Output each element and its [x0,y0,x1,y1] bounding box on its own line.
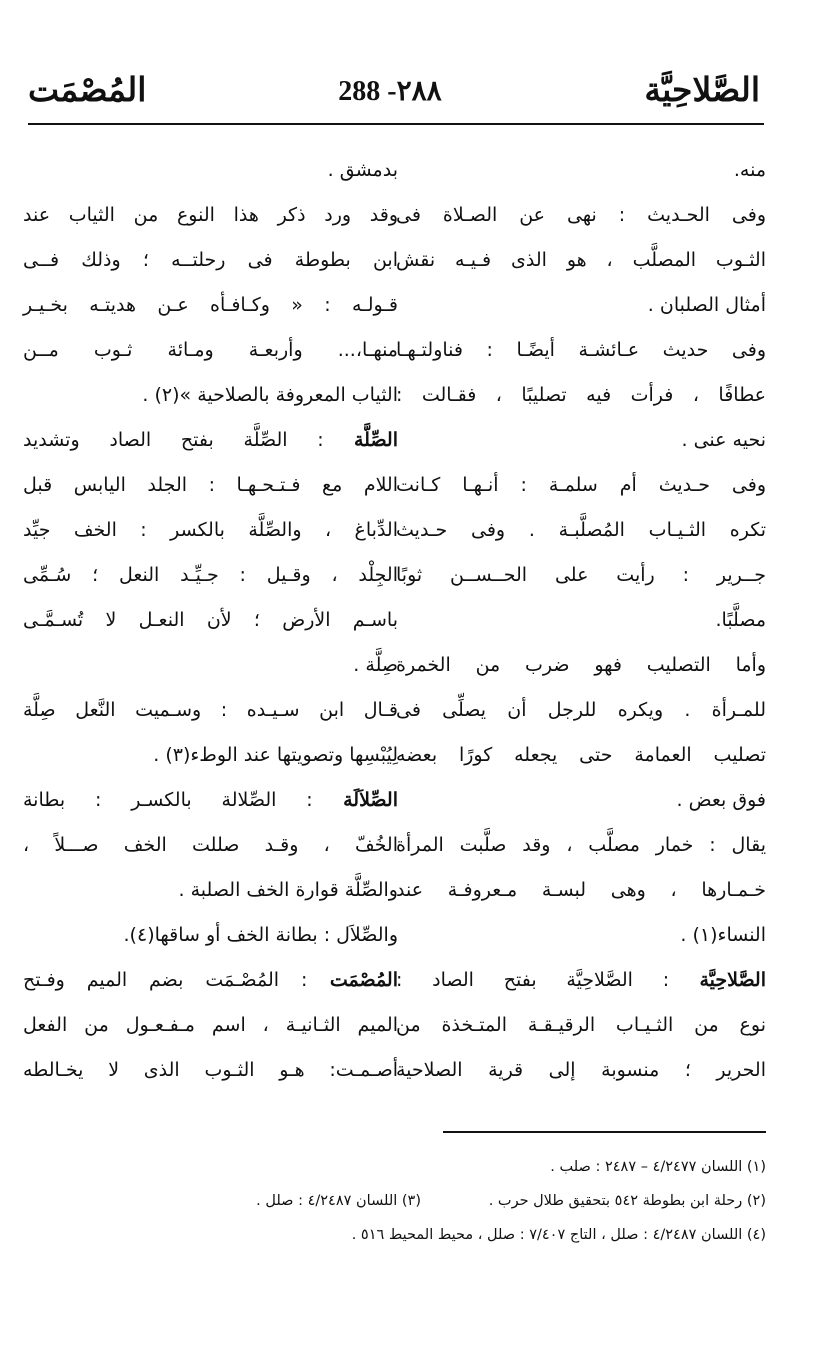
entry-headword: الصِّلاَلَة [312,789,398,811]
text-line: وفى حـديث أم سلمـة : أنـهـا كـانت [396,474,766,496]
text-line: نحيه عنى . [681,429,766,451]
entry-headword: الصِّلَّة [323,429,398,451]
text-line: فوق بعض . [676,789,766,811]
text-line: جــرير : رأيت على الحــســن ثوبًا [396,564,766,586]
text-line: مصلَّبًا. [715,609,766,631]
text-line: عطافًا ، فرأت فيه تصليبًا ، فقـالت : [396,384,766,406]
footnotes [56,1150,766,1252]
text-line: للمـرأة . ويكره للرجل أن يصلِّى فى [396,699,766,721]
text-line: منهـا،... وأربعـة ومـائة ثـوب مــن [23,339,398,361]
text-line: تكره الثـيـاب المُصلَّبـة . وفى حـديث [396,519,766,541]
footnote-divider [443,1131,766,1133]
text-line: والصِّلَّة قوارة الخف الصلبة . [178,879,398,901]
text-line: خـمـارها ، وهى لبسـة مـعروفـة عند [396,879,766,901]
entry-heading-line: الصَّلاحِيَّة : الصَّلاحِيَّة بفتح الصاد : [396,969,766,991]
running-header-entry: الصَّلاحِيَّة [644,70,760,109]
text-line: بدمشق . [327,159,398,181]
text-line: وقد ورد ذكر هذا النوع من الثياب عند [23,204,398,226]
header-divider [28,123,764,125]
text-line: الخُفّ ، وقـد صللت الخف صـــلاً ، [23,834,398,856]
footnote-1: (١) اللسان ٤/٢٤٧٧ – ٢٤٨٧ : صلب . [550,1159,766,1175]
entry-heading-line: الصِّلاَلَة : الصِّلالة بالكسـر : بطانة [23,789,398,811]
footnote-row [56,1218,766,1252]
footnote-row [56,1150,766,1184]
page-number: 288 -٢٨٨ [338,76,442,107]
text-line: الدِّباغ ، والصِّلَّة بالكسر : الخف جيِّد [23,519,398,541]
text-line: أصـمـت: هـو الثـوب الذى لا يخـالطه [23,1059,398,1081]
entry-headword: الصَّلاحِيَّة [669,969,766,991]
text-line: النساء(١) . [680,924,766,946]
left-text-column [23,148,398,1093]
footnote-3: (٣) اللسان ٤/٢٤٨٧ : صلل . [256,1193,421,1209]
text-line: باسـم الأرض ؛ لأن النعـل لا تُسـمَّـى [23,609,398,631]
text-line: قـولـه : « وكـافـأه عـن هديتـه بخـيـر [23,294,398,316]
text-line: وفى الحـديث : نهى عن الصـلاة فى [396,204,766,226]
entry-heading-line: المُصْمَت : المُصْـمَت بضم الميم وفـتح [23,969,398,991]
text-line: تصليب العمامة حتى يجعله كورًا بعضه [396,744,766,766]
text-line: وأما التصليب فهو ضرب من الخمرة [396,654,766,676]
text-line: يقال : خمار مصلَّب ، وقد صلَّبت المرأة [396,834,766,856]
footnote-4: (٤) اللسان ٤/٢٤٨٧ : صلل ، التاج ٧/٤٠٧ : صلل ، محيط المحيط ٥١٦ . [351,1227,766,1243]
text-line: الثـوب المصلَّب ، هو الذى فـيـه نقش [396,249,766,271]
text-line: لِيُبْسِها وتصويتها عند الوطء(٣) . [153,744,398,766]
text-line: الحرير ؛ منسوبة إلى قرية الصلاحية [396,1059,766,1081]
text-line: منه. [733,159,766,181]
running-header-last-entry: المُصْمَت [28,70,147,109]
entry-headword: المُصْمَت [307,969,398,991]
text-line: الجِلْد ، وقـيل : جـيِّـد النعل ؛ سُـمِّى [23,564,398,586]
text-line: قـال ابن سـيـده : وسـميت النَّعل صِلَّة [23,699,398,721]
footnote-row [56,1184,766,1218]
text-line: والصِّلاَل : بطانة الخف أو ساقها(٤). [123,924,398,946]
footnote-2: (٢) رحلة ابن بطوطة ٥٤٢ بتحقيق طلال حرب . [488,1193,766,1209]
right-text-column [396,148,766,1093]
text-line: صِلَّة . [353,654,398,676]
entry-heading-line: الصِّلَّة : الصِّلَّة بفتح الصاد وتشديد [23,429,398,451]
text-line: وفى حديث عـائشـة أيضًـا : فناولتـهـا [396,339,766,361]
text-line: أمثال الصلبان . [647,294,766,316]
text-line: الميم الثـانيـة ، اسم مـفـعـول من الفعل [23,1014,398,1036]
text-line: ابن بطوطة فى رحلتــه ؛ وذلك فــى [23,249,398,271]
text-line: اللام مع فـتـحـهـا : الجلد اليابس قبل [23,474,398,496]
text-line: نوع من الثـيـاب الرقيـقـة المتـخذة من [396,1014,766,1036]
text-line: الثياب المعروفة بالصلاحية »(٢) . [142,384,398,406]
